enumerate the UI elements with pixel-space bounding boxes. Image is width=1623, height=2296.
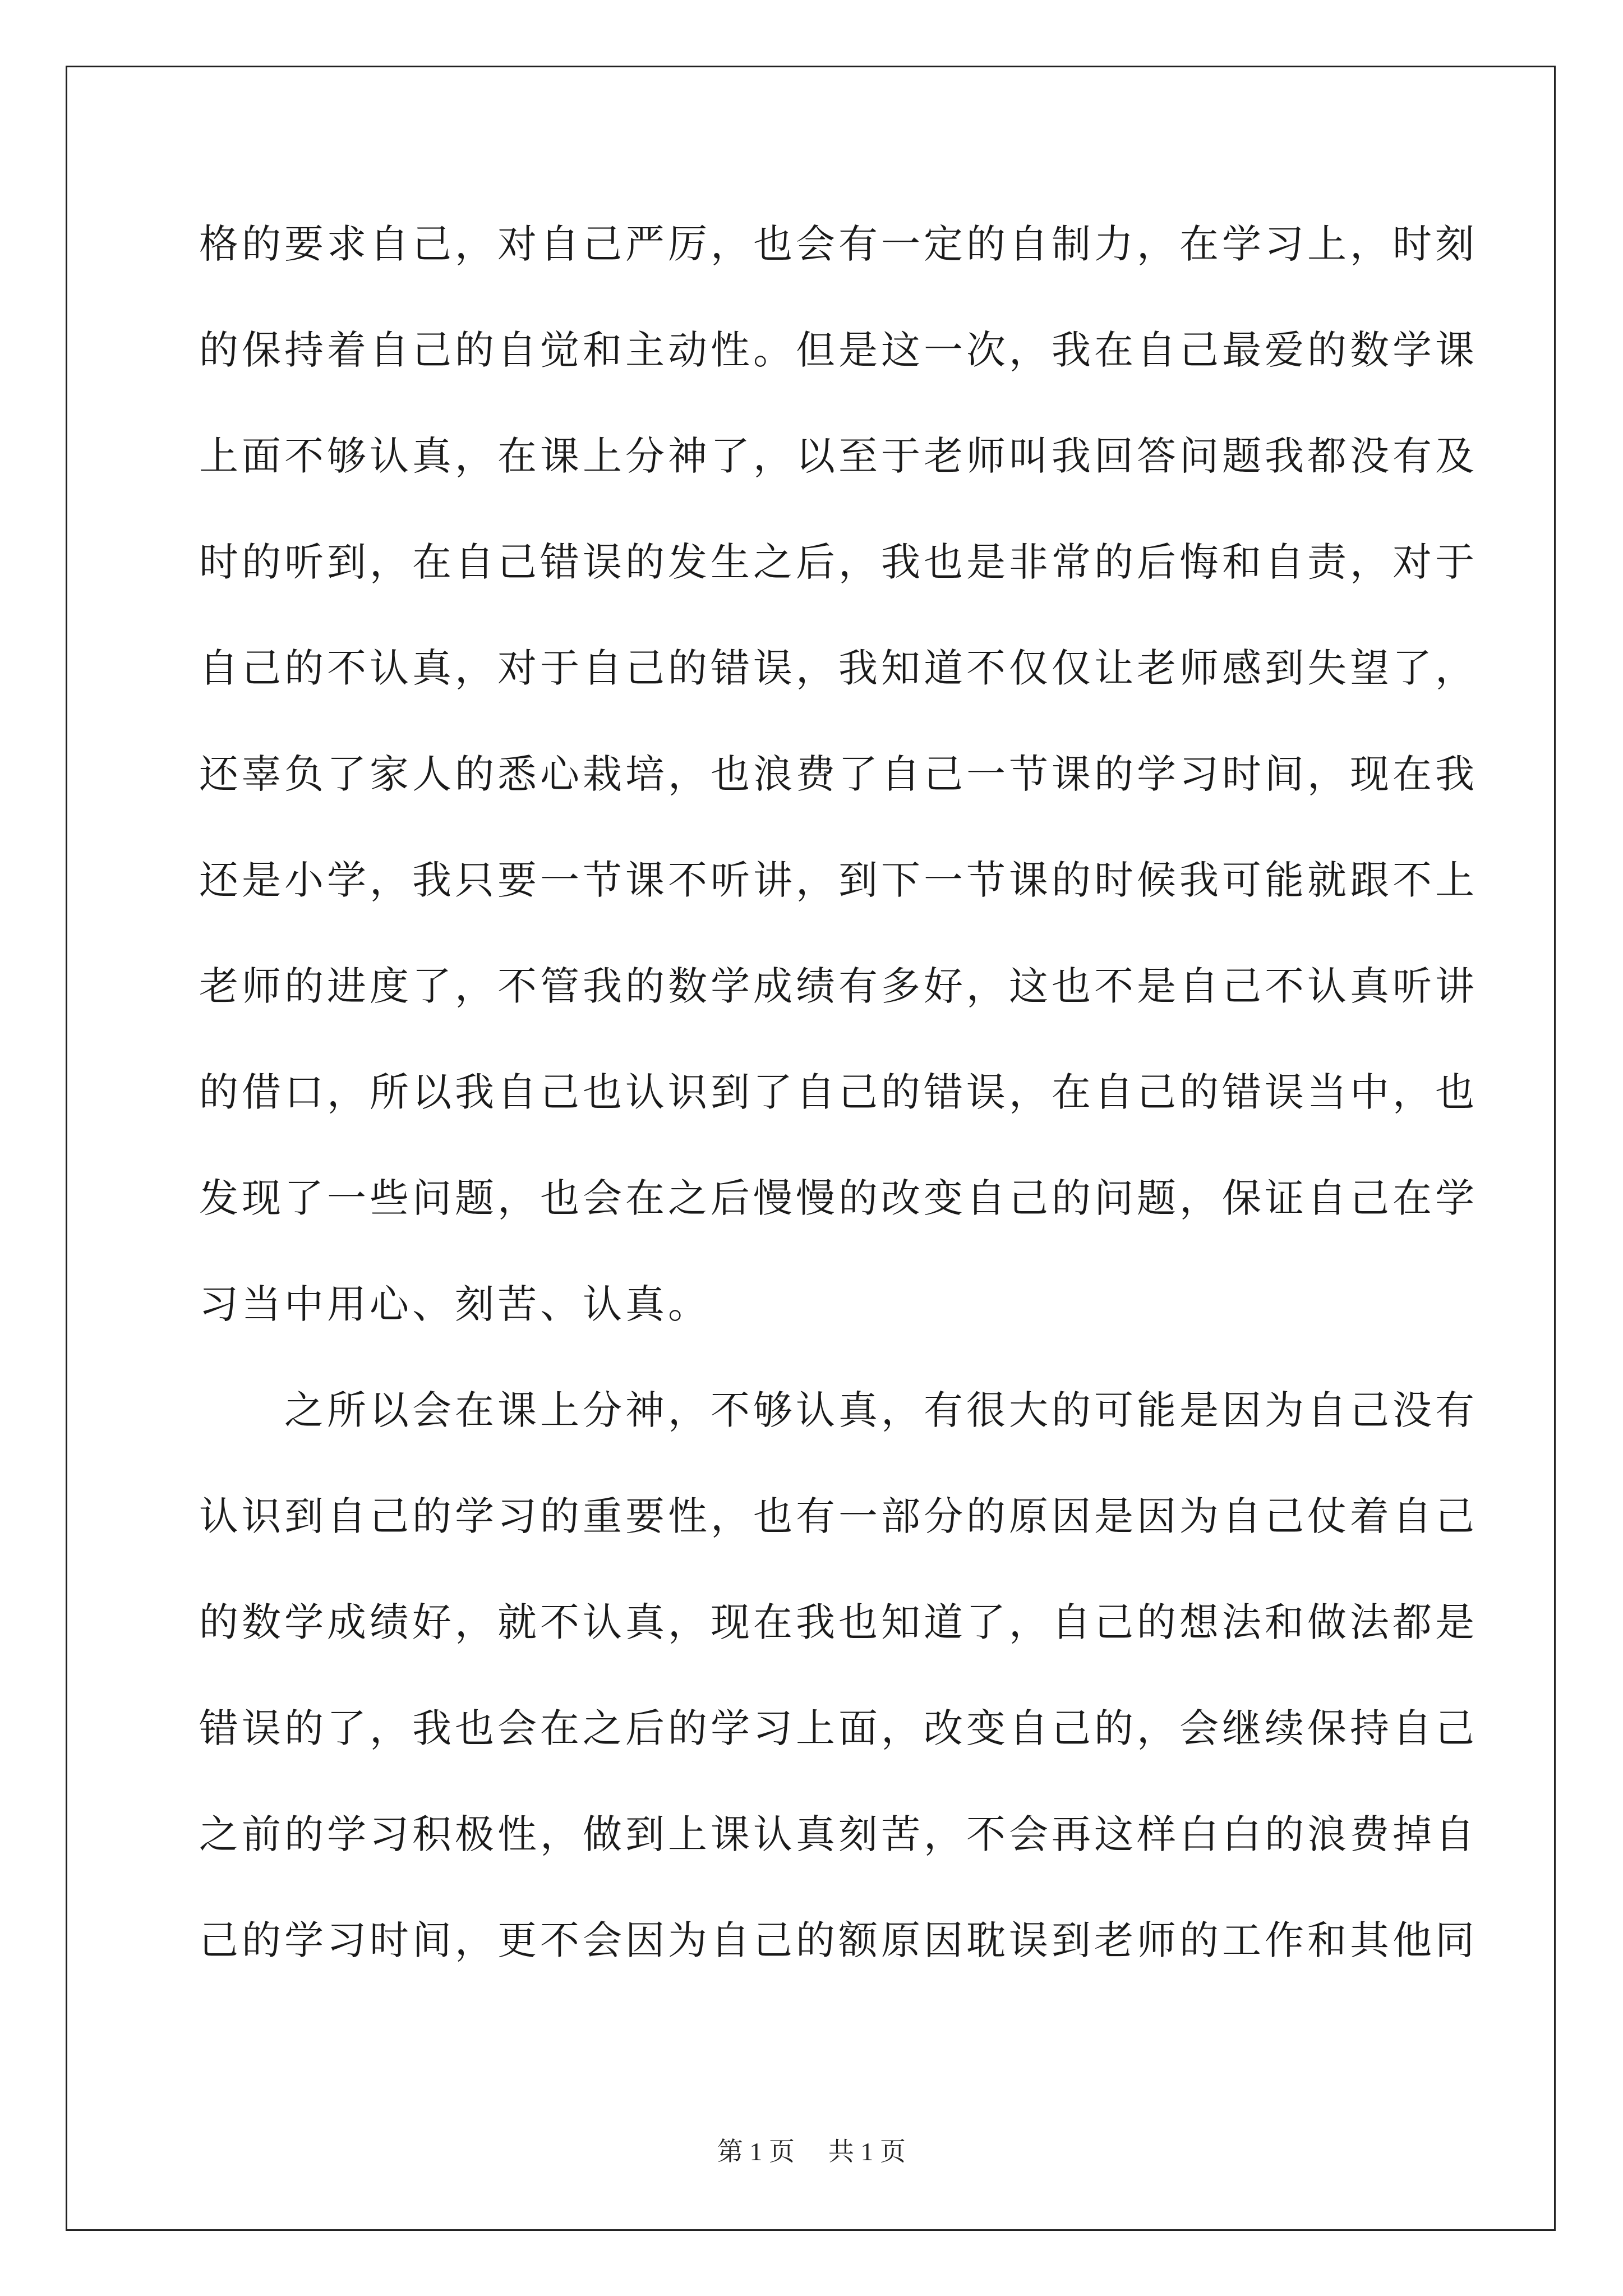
text-line: 认识到自己的学习的重要性，也有一部分的原因是因为自己仗着自己 — [199, 1493, 1478, 1539]
page-total: 共 1 页 — [828, 2137, 906, 2166]
page-number: 第 1 页 — [717, 2137, 795, 2166]
text-line: 错误的了，我也会在之后的学习上面，改变自己的，会继续保持自己 — [199, 1705, 1478, 1751]
text-line: 之前的学习积极性，做到上课认真刻苦，不会再这样白白的浪费掉自 — [199, 1811, 1478, 1857]
text-line: 时的听到，在自己错误的发生之后，我也是非常的后悔和自责，对于 — [199, 539, 1478, 585]
text-line: 习当中用心、刻苦、认真。 — [199, 1281, 711, 1327]
text-line: 还是小学，我只要一节课不听讲，到下一节课的时候我可能就跟不上 — [199, 857, 1478, 903]
text-line: 的数学成绩好，就不认真，现在我也知道了，自己的想法和做法都是 — [199, 1599, 1478, 1645]
text-line: 发现了一些问题，也会在之后慢慢的改变自己的问题，保证自己在学 — [199, 1175, 1478, 1221]
text-line: 的保持着自己的自觉和主动性。但是这一次，我在自己最爱的数学课 — [199, 327, 1478, 373]
text-line: 上面不够认真，在课上分神了，以至于老师叫我回答问题我都没有及 — [199, 433, 1478, 479]
text-line: 格的要求自己，对自己严厉，也会有一定的自制力，在学习上，时刻 — [199, 221, 1478, 267]
document-body — [199, 210, 1478, 2013]
text-line: 的借口，所以我自己也认识到了自己的错误，在自己的错误当中，也 — [199, 1069, 1478, 1115]
text-line: 之所以会在课上分神，不够认真，有很大的可能是因为自己没有 — [199, 1387, 1478, 1433]
text-line: 还辜负了家人的悉心栽培，也浪费了自己一节课的学习时间，现在我 — [199, 751, 1478, 797]
text-line: 老师的进度了，不管我的数学成绩有多好，这也不是自己不认真听讲 — [199, 963, 1478, 1009]
text-line: 自己的不认真，对于自己的错误，我知道不仅仅让老师感到失望了， — [199, 645, 1478, 691]
text-line: 己的学习时间，更不会因为自己的额原因耽误到老师的工作和其他同 — [199, 1917, 1478, 1963]
page-footer — [0, 2135, 1623, 2169]
